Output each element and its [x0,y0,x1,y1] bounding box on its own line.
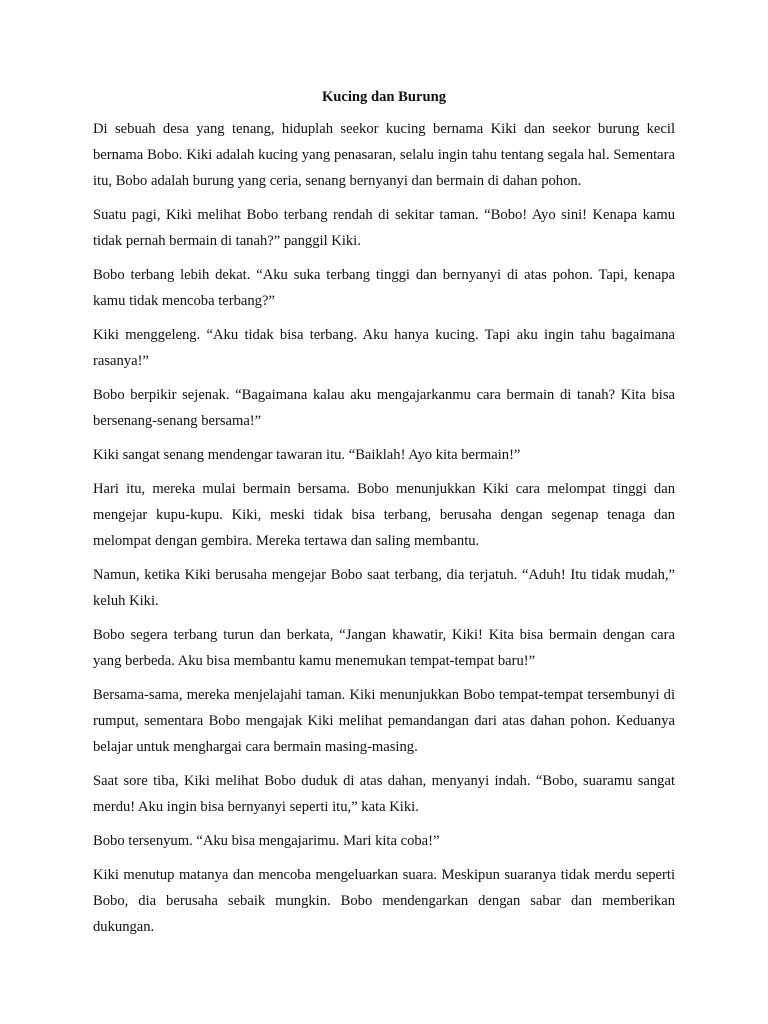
paragraph: Bersama-sama, mereka menjelajahi taman. Kiki menunjukkan Bobo tempat-tempat tersembunyi di rumput, sementara Bobo mengajak Kiki melihat pemandangan dari atas dahan pohon. Keduanya belajar untuk menghargai cara bermain masing-masing. [93,687,675,755]
paragraph: Di sebuah desa yang tenang, hiduplah seekor kucing bernama Kiki dan seekor burung kecil bernama Bobo. Kiki adalah kucing yang penasaran, selalu ingin tahu tentang segala hal. Sementara itu, Bobo adalah burung yang ceria, senang bernyanyi dan bermain di dahan pohon. [93,121,675,189]
paragraph: Bobo terbang lebih dekat. “Aku suka terbang tinggi dan bernyanyi di atas pohon. Tapi, kenapa kamu tidak mencoba terbang?” [93,267,675,309]
paragraph: Suatu pagi, Kiki melihat Bobo terbang rendah di sekitar taman. “Bobo! Ayo sini! Kenapa kamu tidak pernah bermain di tanah?” panggil Kiki. [93,207,675,249]
document-page [93,84,675,948]
paragraph: Kiki sangat senang mendengar tawaran itu. “Baiklah! Ayo kita bermain!” [93,447,521,463]
paragraph: Kiki menggeleng. “Aku tidak bisa terbang. Aku hanya kucing. Tapi aku ingin tahu bagaimana rasanya!” [93,327,675,369]
paragraph: Bobo tersenyum. “Aku bisa mengajarimu. Mari kita coba!” [93,833,440,849]
paragraph: Namun, ketika Kiki berusaha mengejar Bobo saat terbang, dia terjatuh. “Aduh! Itu tidak mudah,” keluh Kiki. [93,567,675,609]
paragraph: Bobo segera terbang turun dan berkata, “Jangan khawatir, Kiki! Kita bisa bermain dengan cara yang berbeda. Aku bisa membantu kamu menemukan tempat-tempat baru!” [93,627,675,669]
paragraph: Kiki menutup matanya dan mencoba mengeluarkan suara. Meskipun suaranya tidak merdu seperti Bobo, dia berusaha sebaik mungkin. Bobo mendengarkan dengan sabar dan memberikan dukungan. [93,867,675,935]
paragraph: Bobo berpikir sejenak. “Bagaimana kalau aku mengajarkanmu cara bermain di tanah? Kita bisa bersenang-senang bersama!” [93,387,675,429]
document-title: Kucing dan Burung [321,89,447,105]
paragraph: Saat sore tiba, Kiki melihat Bobo duduk di atas dahan, menyanyi indah. “Bobo, suaramu sangat merdu! Aku ingin bisa bernyanyi seperti itu,” kata Kiki. [93,773,675,815]
paragraph: Hari itu, mereka mulai bermain bersama. Bobo menunjukkan Kiki cara melompat tinggi dan mengejar kupu-kupu. Kiki, meski tidak bisa terbang, berusaha dengan segenap tenaga dan melompat dengan gembira. Mereka tertawa dan saling membantu. [93,481,675,549]
